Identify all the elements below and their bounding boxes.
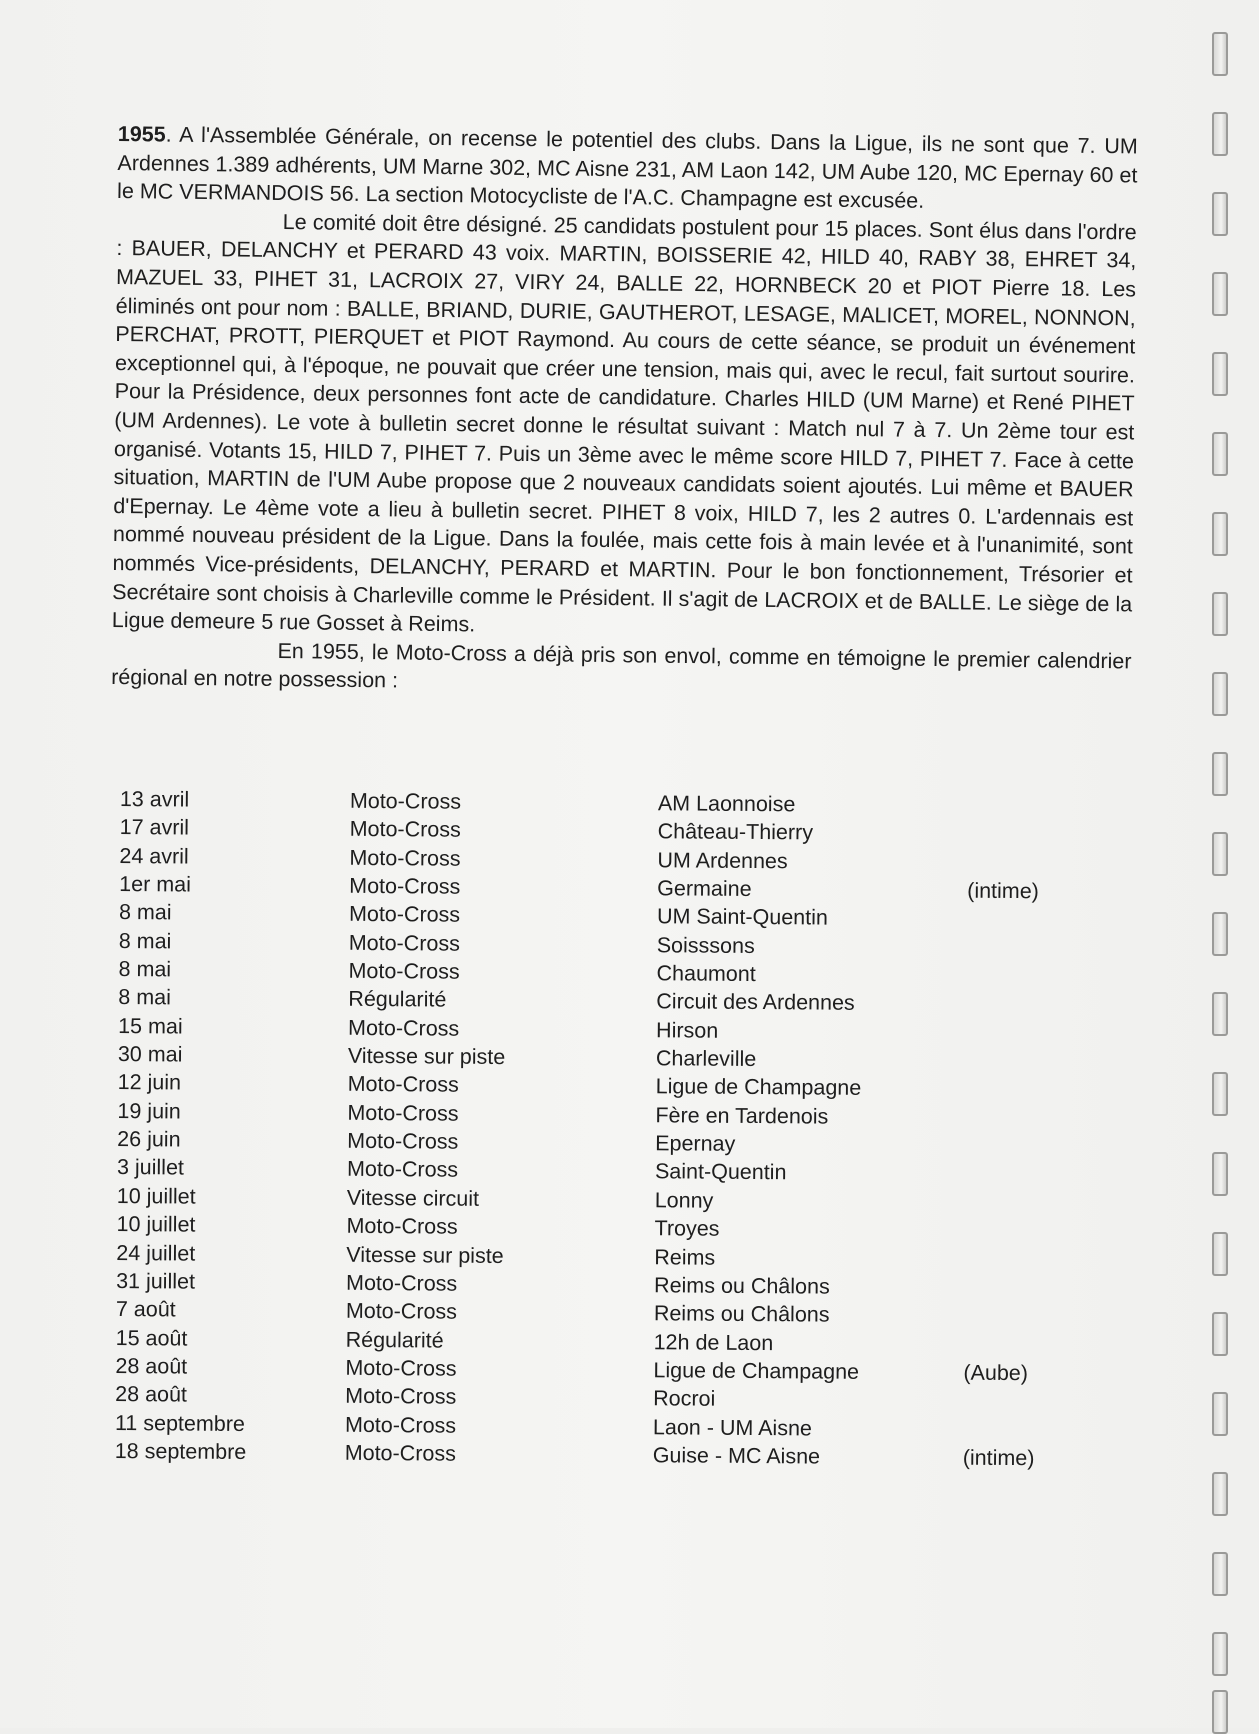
event-place: Troyes — [654, 1216, 720, 1241]
event-type: Moto-Cross — [346, 1213, 458, 1239]
event-type: Moto-Cross — [345, 1298, 458, 1324]
binder-hole — [1212, 432, 1228, 476]
event-place: AM Laonnoise — [657, 791, 796, 817]
event-place: Château-Thierry — [657, 819, 814, 845]
event-type: Moto-Cross — [348, 930, 460, 956]
binder-hole — [1212, 992, 1228, 1036]
event-type: Moto-Cross — [348, 1015, 460, 1041]
event-date: 12 juin — [117, 1070, 182, 1095]
event-date: 3 juillet — [116, 1155, 185, 1180]
binder-hole — [1212, 1152, 1228, 1196]
event-date: 18 septembre — [114, 1438, 247, 1464]
event-place: Ligue de Champagne — [653, 1358, 860, 1384]
event-date: 15 août — [115, 1325, 188, 1351]
event-note: (Aube) — [963, 1360, 1029, 1386]
event-date: 24 avril — [119, 843, 189, 869]
year-heading: 1955 — [117, 121, 166, 147]
event-type: Vitesse circuit — [346, 1185, 480, 1211]
binder-hole — [1212, 832, 1228, 876]
event-date: 10 juillet — [116, 1183, 196, 1209]
binder-hole — [1212, 1312, 1228, 1356]
regional-calendar — [115, 787, 1120, 1475]
event-type: Moto-Cross — [349, 845, 461, 871]
event-type: Moto-Cross — [347, 1100, 459, 1126]
event-place: Guise - MC Aisne — [652, 1443, 821, 1469]
event-date: 1er mai — [119, 872, 192, 897]
binder-hole — [1212, 752, 1228, 796]
event-type: Moto-Cross — [346, 1270, 458, 1296]
event-type: Régularité — [345, 1327, 444, 1353]
event-date: 26 juin — [117, 1127, 181, 1152]
event-place: Fère en Tardenois — [655, 1102, 829, 1129]
event-date: 19 juin — [117, 1098, 181, 1124]
event-type: Moto-Cross — [347, 1128, 459, 1154]
event-place: Laon - UM Aisne — [652, 1414, 813, 1441]
paragraph-1 — [117, 120, 1138, 218]
event-place: Chaumont — [656, 961, 756, 987]
binder-hole — [1212, 1392, 1228, 1436]
event-date: 30 mai — [117, 1042, 183, 1067]
event-date: 10 juillet — [116, 1212, 196, 1237]
event-type: Moto-Cross — [346, 1157, 459, 1183]
binder-hole — [1212, 192, 1228, 236]
binder-hole — [1212, 1632, 1228, 1676]
event-place: Reims — [654, 1244, 716, 1270]
binder-hole — [1212, 672, 1228, 716]
event-place: Lonny — [654, 1188, 714, 1213]
event-type: Moto-Cross — [349, 873, 461, 899]
event-place: Rocroi — [653, 1386, 716, 1411]
event-date: 8 mai — [118, 957, 172, 982]
event-place: Epernay — [655, 1131, 736, 1156]
event-type: Régularité — [348, 987, 447, 1012]
event-type: Moto-Cross — [349, 817, 461, 843]
event-note: (intime) — [967, 878, 1039, 904]
binder-hole — [1212, 592, 1228, 636]
event-type: Moto-Cross — [344, 1412, 457, 1438]
binder-hole — [1212, 272, 1228, 316]
binder-hole — [1212, 1552, 1228, 1596]
binder-hole — [1212, 32, 1228, 76]
event-date: 24 juillet — [116, 1240, 196, 1266]
binder-hole — [1212, 1072, 1228, 1116]
paragraph-3: En 1955, le Moto-Cross a déjà pris son envol, comme en témoigne le premier calendrier régional en notre possession : — [111, 638, 1132, 693]
event-place: Hirson — [656, 1017, 719, 1043]
event-type: Moto-Cross — [347, 1072, 459, 1098]
event-place: Saint-Quentin — [654, 1159, 787, 1185]
event-date: 28 août — [115, 1353, 188, 1379]
event-date: 8 mai — [118, 928, 172, 954]
event-date: 13 avril — [119, 787, 190, 812]
event-type: Vitesse sur piste — [346, 1242, 504, 1268]
event-place: UM Saint-Quentin — [656, 904, 828, 930]
binder-hole — [1212, 1472, 1228, 1516]
event-date: 11 septembre — [114, 1410, 245, 1436]
event-type: Moto-Cross — [344, 1440, 456, 1466]
event-place: Ligue de Champagne — [655, 1074, 862, 1101]
event-date: 17 avril — [119, 815, 190, 840]
event-place: UM Ardennes — [657, 847, 788, 873]
event-type: Moto-Cross — [348, 958, 460, 984]
event-place: Reims ou Châlons — [654, 1273, 830, 1299]
event-type: Moto-Cross — [349, 788, 462, 814]
paragraph-1-text: . A l'Assemblée Générale, on recense le potentiel des clubs. Dans la Ligue, ils ne sont que 7. UM Ardennes 1.389 adhérents, UM Marne 302, MC Aisne 231, AM Laon 142, UM Aube 120, MC Epernay 60 et le MC VERMANDOIS 56. La section Motocycliste de l'A.C. Champagne est excusée. — [116, 122, 1138, 214]
binder-hole — [1212, 112, 1228, 156]
event-date: 8 mai — [118, 900, 172, 925]
binder-hole — [1212, 512, 1228, 556]
event-date: 7 août — [115, 1297, 176, 1322]
event-type: Moto-Cross — [345, 1384, 457, 1409]
event-place: Reims ou Châlons — [653, 1301, 830, 1327]
event-place: Charleville — [655, 1046, 757, 1072]
event-date: 31 juillet — [116, 1268, 196, 1294]
event-type: Moto-Cross — [348, 902, 461, 928]
event-place: Circuit des Ardennes — [656, 989, 855, 1016]
event-place: 12h de Laon — [653, 1329, 774, 1355]
event-place: Germaine — [657, 876, 752, 901]
binder-hole — [1212, 1690, 1228, 1734]
event-type: Vitesse sur piste — [347, 1043, 506, 1070]
event-note: (intime) — [962, 1445, 1035, 1471]
paragraph-2: Le comité doit être désigné. 25 candidats postulent pour 15 places. Sont élus dans l'ordre : BAUER, DELANCHY et PERARD 43 voix. MARTIN, BOISSERIE 42, HILD 40, RABY 38, EHRET 34, MAZUEL 33, PIHET 31, LACROIX 27, VIRY 24, BALLE 22, HORNBECK 20 et PIOT Pierre 18. Les éliminés ont pour nom : BALLE, BRIAND, DURIE, GAUTHEROT, LESAGE, MALICET, MOREL, NONNON, PERCHAT, PROTT, PIERQUET et PIOT Raymond. Au cours de cette séance, se produit un événement exceptionnel qui, à l'époque, ne pouvait que créer une tension, mais qui, avec le recul, fait surtout sourire. Pour la Présidence, deux personnes font acte de candidature. Charles HILD (UM Marne) et René PIHET (UM Ardennes). Le vote à bulletin secret donne le résultat suivant : Match nul 7 à 7. Un 2ème tour est organisé. Votants 15, HILD 7, PIHET 7. Puis un 3ème avec le même score HILD 7, PIHET 7. Face à cette situation, MARTIN de l'UM Aube propose que 2 nouveaux candidats soient ajoutés. Lui même et BAUER d'Epernay. Le 4ème vote a lieu à bulletin secret. PIHET 8 voix, HILD 7, les 2 autres 0. L'ardennais est nommé nouveau président de la Ligue. Dans la foulée, mais cette fois à main levée et à l'unanimité, sont nommés Vice-présidents, DELANCHY, PERARD et MARTIN. Pour le bon fonctionnement, Trésorier et Secrétaire sont choisis à Charleville comme le Président. Il s'agit de LACROIX et de BALLE. Le siège de la Ligue demeure 5 rue Gosset à Reims. — [111, 209, 1137, 637]
event-date: 28 août — [115, 1382, 188, 1407]
event-date: 8 mai — [118, 985, 172, 1010]
binder-hole — [1212, 352, 1228, 396]
event-place: Soisssons — [656, 932, 755, 958]
binder-hole — [1212, 1232, 1228, 1276]
event-date: 15 mai — [118, 1013, 183, 1039]
binder-hole — [1212, 912, 1228, 956]
article-text — [111, 120, 1138, 704]
event-type: Moto-Cross — [345, 1355, 457, 1381]
